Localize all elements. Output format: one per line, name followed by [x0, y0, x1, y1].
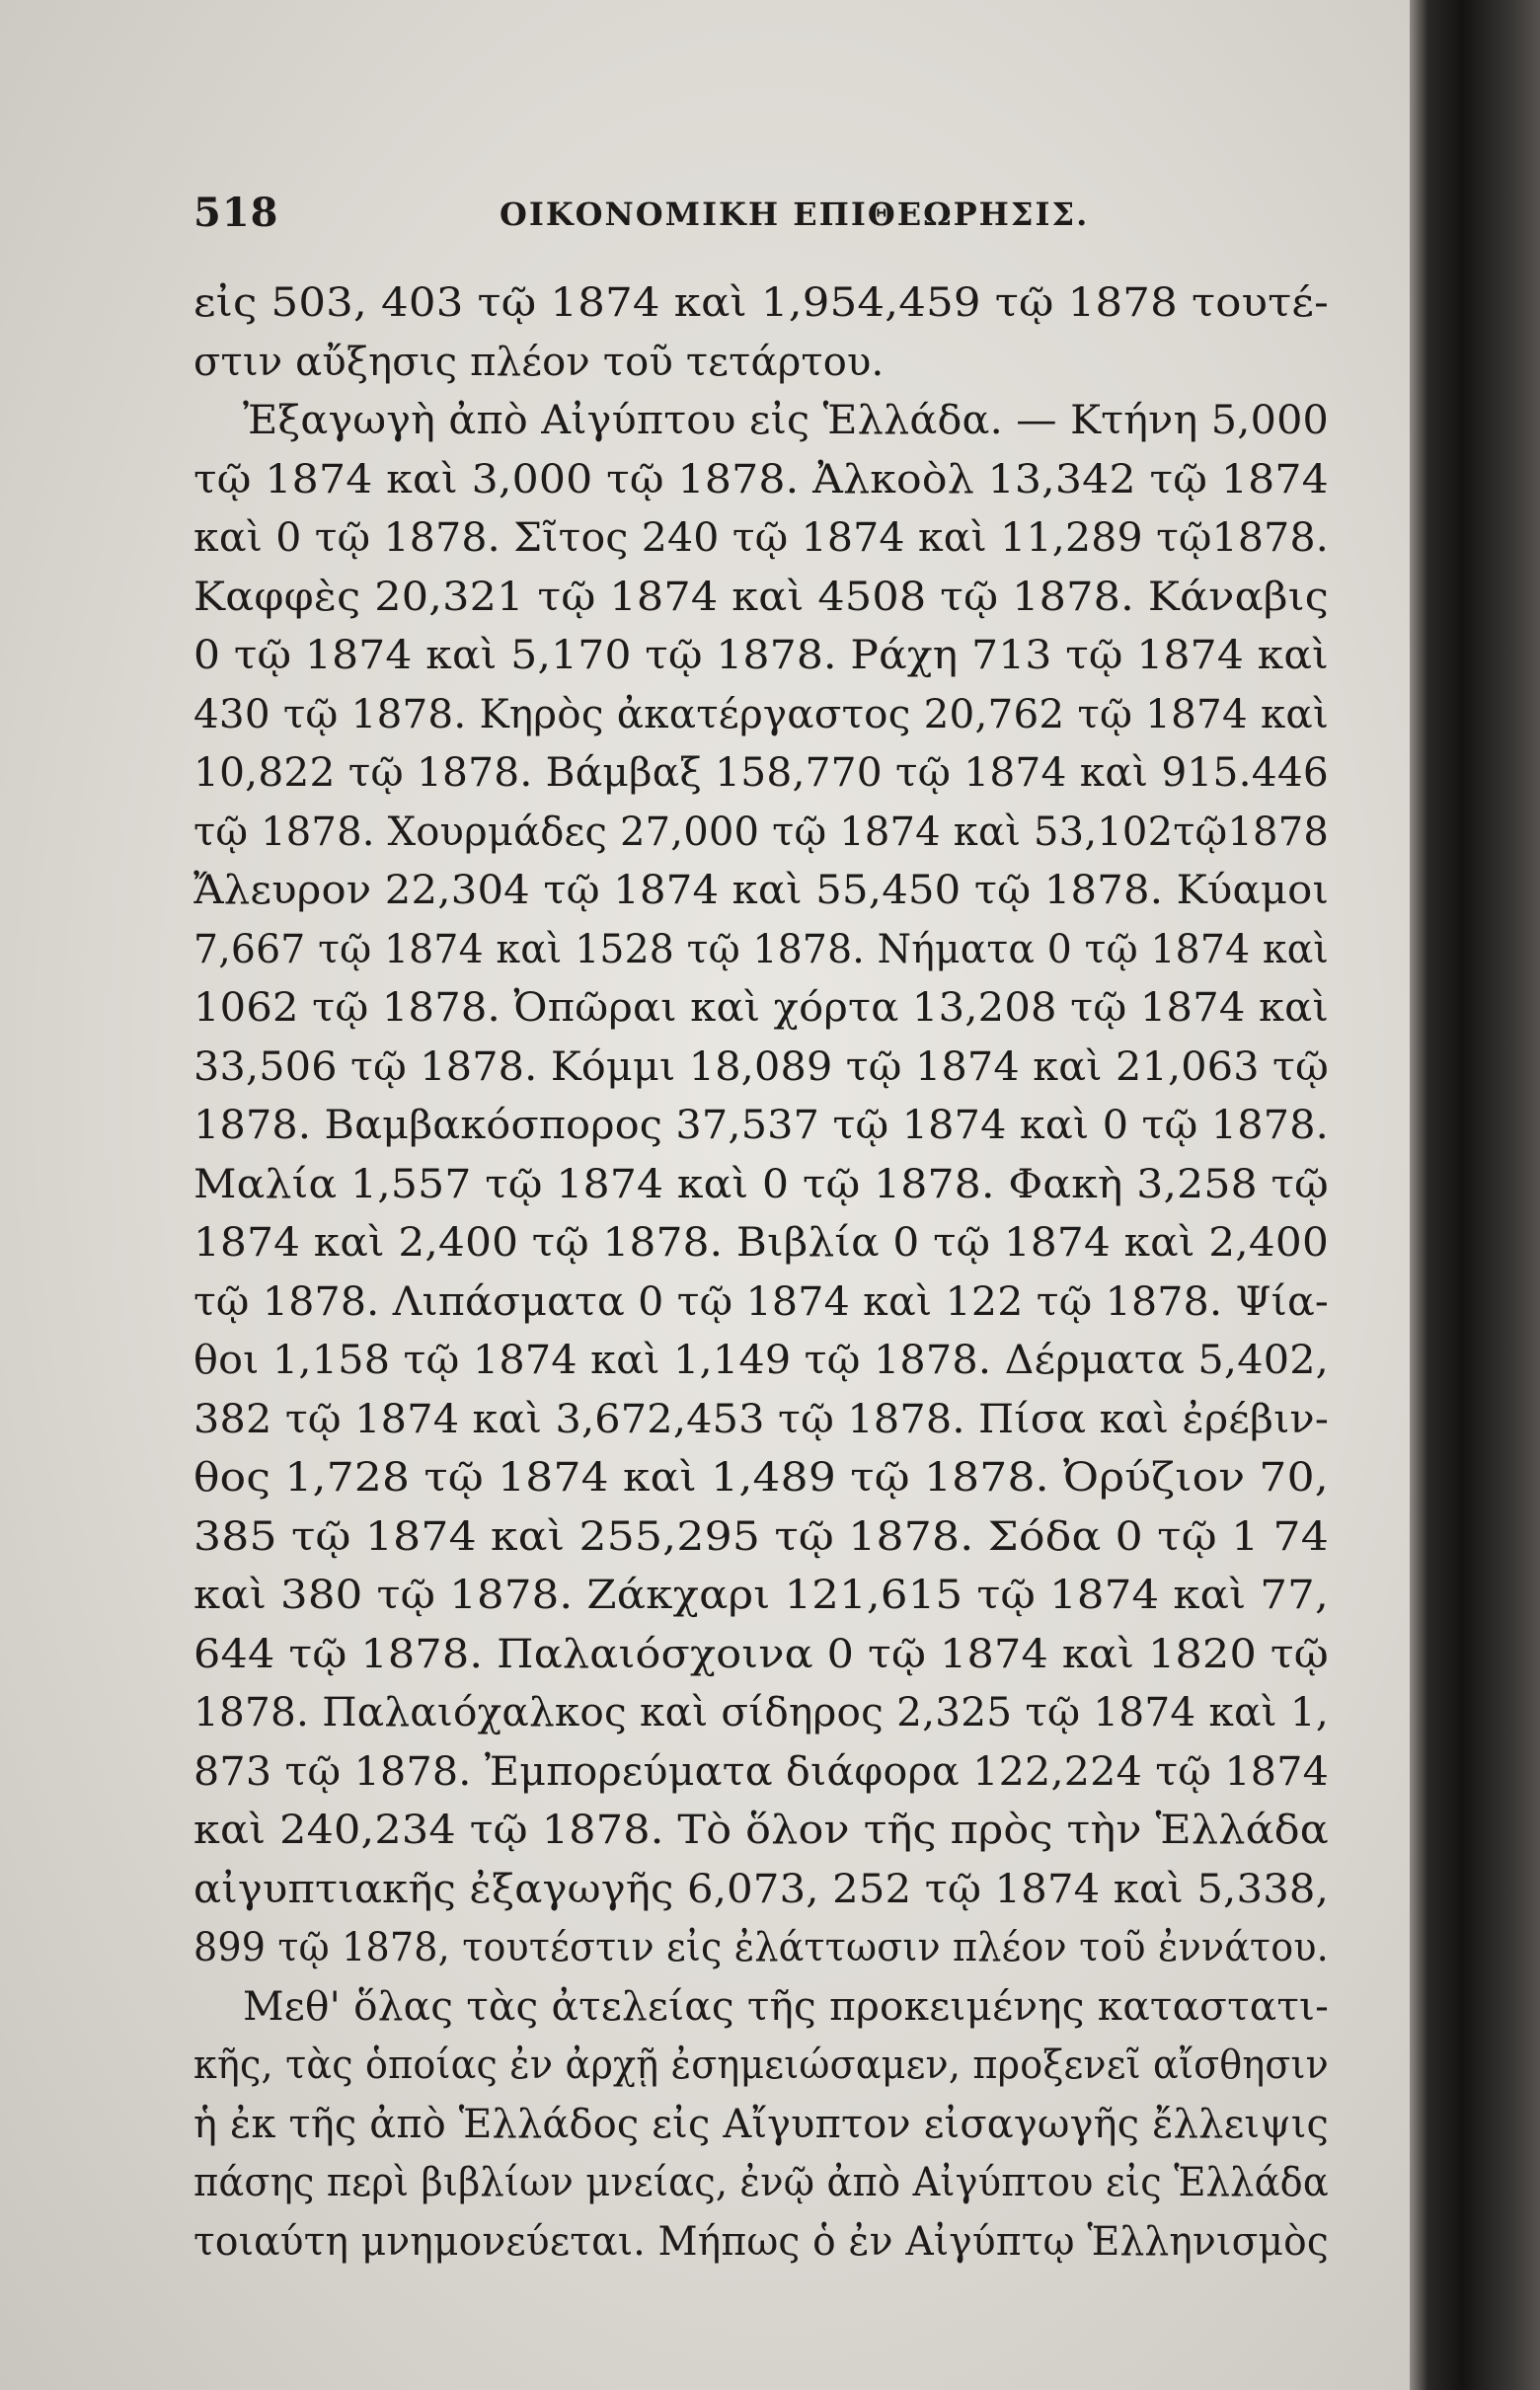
text-line: 385 τῷ 1874 καὶ 255,295 τῷ 1878. Σόδα 0 τῷ 1 74	[193, 1513, 1329, 1560]
text-line: 1878. Βαμβακόσπορος 37,537 τῷ 1874 καὶ 0 τῷ 1878.	[193, 1103, 1329, 1148]
text-line: Μεθ' ὅλας τὰς ἀτελείας τῆς προκειμένης καταστατι-	[243, 1983, 1329, 2030]
text-line: Καφφὲς 20,321 τῷ 1874 καὶ 4508 τῷ 1878. Κάναβις	[193, 574, 1329, 620]
text-line: 382 τῷ 1874 καὶ 3,672,453 τῷ 1878. Πίσα καὶ ἐρέβιν-	[193, 1396, 1329, 1442]
running-title: ΟΙΚΟΝΟΜΙΚΗ ΕΠΙΘΕΩΡΗΣΙΣ.	[500, 195, 1090, 233]
text-line: 10,822 τῷ 1878. Βάμβαξ 158,770 τῷ 1874 καὶ 915.446	[193, 750, 1329, 796]
body-text	[193, 274, 1329, 2272]
text-line: 899 τῷ 1878, τουτέστιν εἰς ἐλάττωσιν πλέον τοῦ ἐννάτου.	[193, 1925, 1329, 1970]
text-line: 430 τῷ 1878. Κηρὸς ἀκατέργαστος 20,762 τῷ 1874 καὶ	[193, 691, 1329, 737]
text-line: καὶ 380 τῷ 1878. Ζάκχαρι 121,615 τῷ 1874 καὶ 77,	[193, 1573, 1329, 1618]
text-line: τῷ 1874 καὶ 3,000 τῷ 1878. Ἀλκοὸλ 13,342 τῷ 1874	[193, 456, 1329, 502]
text-line: 873 τῷ 1878. Ἐμπορεύματα διάφορα 122,224 τῷ 1874	[193, 1748, 1329, 1795]
text-line: κῆς, τὰς ὁποίας ἐν ἀρχῇ ἐσημειώσαμεν, προξενεῖ αἴσθησιν	[193, 2043, 1329, 2088]
text-line: καὶ 240,234 τῷ 1878. Τὸ ὅλον τῆς πρὸς τὴν Ἑλλάδα	[193, 1808, 1329, 1853]
book-gutter	[1410, 0, 1540, 2390]
text-line: αἰγυπτιακῆς ἐξαγωγῆς 6,073, 252 τῷ 1874 καὶ 5,338,	[193, 1866, 1329, 1912]
text-line: τῷ 1878. Λιπάσματα 0 τῷ 1874 καὶ 122 τῷ 1878. Ψία-	[193, 1278, 1329, 1325]
page-number: 518	[193, 190, 279, 236]
text-line: τοιαύτη μνημονεύεται. Μήπως ὁ ἐν Αἰγύπτῳ Ἑλληνισμὸς	[193, 2218, 1329, 2265]
text-line: Μαλία 1,557 τῷ 1874 καὶ 0 τῷ 1878. Φακὴ 3,258 τῷ	[193, 1161, 1329, 1207]
text-line: Ἐξαγωγὴ ἀπὸ Αἰγύπτου εἰς Ἑλλάδα. — Κτήνη 5,000	[243, 398, 1329, 443]
text-line: 1878. Παλαιόχαλκος καὶ σίδηρος 2,325 τῷ 1874 καὶ 1,	[193, 1690, 1329, 1735]
text-line: εἰς 503, 403 τῷ 1874 καὶ 1,954,459 τῷ 1878 τουτέ-	[193, 280, 1329, 326]
text-line: Ἄλευρον 22,304 τῷ 1874 καὶ 55,450 τῷ 1878. Κύαμοι	[193, 868, 1329, 913]
text-line: θος 1,728 τῷ 1874 καὶ 1,489 τῷ 1878. Ὀρύζιον 70,	[193, 1455, 1329, 1501]
text-line: θοι 1,158 τῷ 1874 καὶ 1,149 τῷ 1878. Δέρματα 5,402,	[193, 1338, 1329, 1383]
page-content	[193, 190, 1329, 2272]
text-line: 7,667 τῷ 1874 καὶ 1528 τῷ 1878. Νήματα 0 τῷ 1874 καὶ	[193, 926, 1329, 972]
text-line: πάσης περὶ βιβλίων μνείας, ἐνῷ ἀπὸ Αἰγύπτου εἰς Ἑλλάδα	[193, 2160, 1329, 2205]
page-header	[193, 190, 1329, 249]
text-line: 644 τῷ 1878. Παλαιόσχοινα 0 τῷ 1874 καὶ 1820 τῷ	[193, 1631, 1329, 1677]
text-line: 0 τῷ 1874 καὶ 5,170 τῷ 1878. Ράχη 713 τῷ 1874 καὶ	[193, 633, 1329, 678]
text-line: στιν αὔξησις πλέον τοῦ τετάρτου.	[193, 339, 885, 385]
text-line: καὶ 0 τῷ 1878. Σῖτος 240 τῷ 1874 καὶ 11,289 τῷ1878.	[193, 515, 1329, 561]
text-line: 33,506 τῷ 1878. Κόμμι 18,089 τῷ 1874 καὶ 21,063 τῷ	[193, 1043, 1329, 1090]
text-line: 1874 καὶ 2,400 τῷ 1878. Βιβλία 0 τῷ 1874 καὶ 2,400	[193, 1220, 1329, 1266]
text-line: 1062 τῷ 1878. Ὀπῶραι καὶ χόρτα 13,208 τῷ 1874 καὶ	[193, 985, 1329, 1031]
text-line: τῷ 1878. Χουρμάδες 27,000 τῷ 1874 καὶ 53,102τῷ1878	[193, 809, 1329, 855]
text-line: ἡ ἐκ τῆς ἀπὸ Ἑλλάδος εἰς Αἴγυπτον εἰσαγωγῆς ἔλλειψις	[193, 2101, 1329, 2147]
